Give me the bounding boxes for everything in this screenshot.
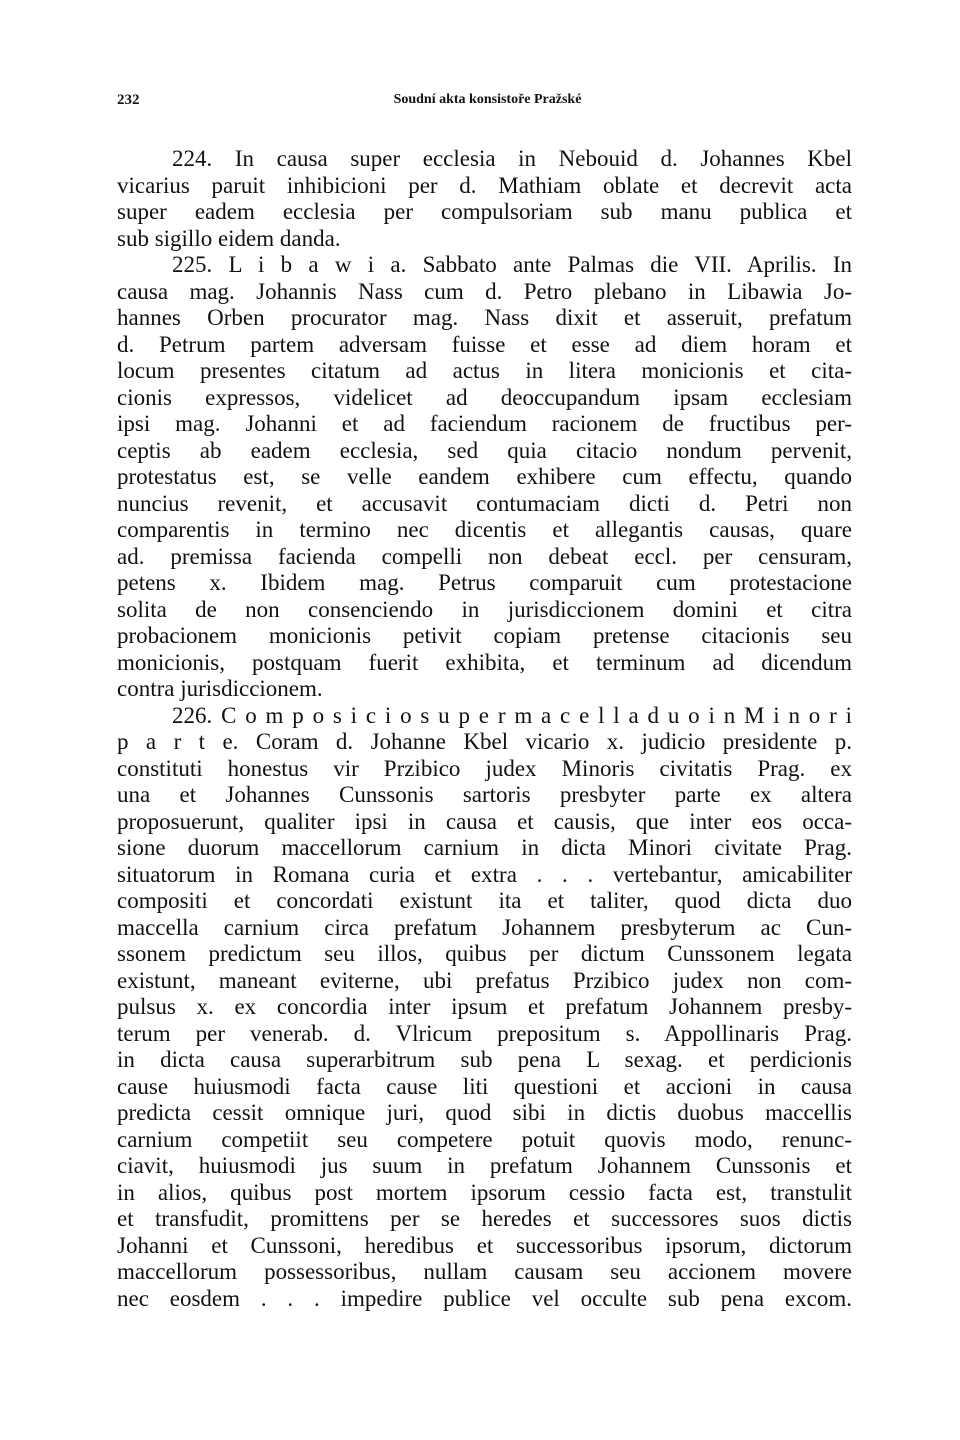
text-line: cause huiusmodi facta cause liti questioni et accioni in causa (117, 1073, 852, 1099)
text-line: protestatus est, se velle eandem exhibere cum effectu, quando (117, 464, 852, 489)
text-line: d. Petrum partem adversam fuisse et esse ad diem horam et (117, 331, 852, 357)
text-line: terum per venerab. d. Vlricum prepositum s. Appollinaris Prag. (117, 1020, 852, 1046)
text-line: ipsi mag. Johanni et ad faciendum racionem de fructibus per- (117, 411, 852, 436)
text-line: monicionis, postquam fuerit exhibita, et terminum ad dicendum (117, 649, 852, 675)
text-line: solita de non consenciendo in jurisdiccionem domini et citra (117, 596, 852, 622)
text-line: probacionem monicionis petivit copiam pretense citacionis seu (117, 623, 852, 648)
text-line: sub sigillo eidem danda. (117, 225, 341, 251)
body-text (117, 146, 852, 1312)
text-line: 224. In causa super ecclesia in Nebouid d. Johannes Kbel (172, 146, 852, 171)
text-line: cionis expressos, videlicet ad deoccupandum ipsam ecclesiam (117, 384, 852, 410)
text-line: p a r t e. Coram d. Johanne Kbel vicario x. judicio presidente p. (117, 729, 852, 754)
text-line: hannes Orben procurator mag. Nass dixit et asseruit, prefatum (117, 305, 852, 330)
text-line: causa mag. Johannis Nass cum d. Petro plebano in Libawia Jo- (117, 278, 852, 304)
text-line: super eadem ecclesia per compulsoriam sub manu publica et (117, 199, 852, 224)
text-line: vicarius paruit inhibicioni per d. Mathiam oblate et decrevit acta (117, 172, 852, 198)
text-line: in alios, quibus post mortem ipsorum cessio facta est, transtulit (117, 1179, 852, 1205)
text-line: petens x. Ibidem mag. Petrus comparuit cum protestacione (117, 570, 852, 595)
text-line: contra jurisdiccionem. (117, 676, 323, 701)
text-line: maccellorum possessoribus, nullam causam seu accionem movere (117, 1259, 852, 1284)
text-line: 225. L i b a w i a. Sabbato ante Palmas die VII. Aprilis. In (172, 252, 852, 277)
text-line: sione duorum maccellorum carnium in dicta Minori civitate Prag. (117, 835, 852, 860)
text-line: pulsus x. ex concordia inter ipsum et prefatum Johannem presby- (117, 994, 852, 1019)
text-line: 226. C o m p o s i c i o s u p e r m a c e l l a d u o i n M i n o r i (172, 702, 852, 728)
text-line: compositi et concordati existunt ita et taliter, quod dicta duo (117, 888, 852, 913)
text-line: comparentis in termino nec dicentis et allegantis causas, quare (117, 517, 852, 542)
text-line: ssonem predictum seu illos, quibus per dictum Cunssonem legata (117, 941, 852, 966)
text-line: in dicta causa superarbitrum sub pena L sexag. et perdicionis (117, 1047, 852, 1072)
text-line: situatorum in Romana curia et extra . . . vertebantur, amicabiliter (117, 861, 852, 887)
text-line: ciavit, huiusmodi jus suum in prefatum Johannem Cunssonis et (117, 1153, 852, 1178)
page-header (117, 92, 858, 114)
page-number: 232 (117, 92, 140, 108)
text-line: una et Johannes Cunssonis sartoris presbyter parte ex altera (117, 782, 852, 807)
text-line: maccella carnium circa prefatum Johannem presbyterum ac Cun- (117, 914, 852, 940)
text-line: proposuerunt, qualiter ipsi in causa et causis, que inter eos occa- (117, 808, 852, 834)
text-line: et transfudit, promittens per se heredes et successores suos dictis (117, 1206, 852, 1231)
text-line: nec eosdem . . . impedire publice vel occulte sub pena excom. (117, 1285, 852, 1311)
text-line: Johanni et Cunssoni, heredibus et successoribus ipsorum, dictorum (117, 1232, 852, 1258)
running-title: Soudní akta konsistoře Pražské (393, 92, 582, 107)
text-line: ad. premissa facienda compelli non debeat eccl. per censuram, (117, 543, 852, 569)
text-line: nuncius revenit, et accusavit contumaciam dicti d. Petri non (117, 490, 852, 516)
text-line: ceptis ab eadem ecclesia, sed quia citacio nondum pervenit, (117, 437, 852, 463)
text-line: carnium competiit seu competere potuit quovis modo, renunc- (117, 1126, 852, 1152)
text-line: existunt, maneant eviterne, ubi prefatus Przibico judex non com- (117, 967, 852, 993)
text-line: constituti honestus vir Przibico judex Minoris civitatis Prag. ex (117, 755, 852, 781)
text-line: locum presentes citatum ad actus in litera monicionis et cita- (117, 358, 852, 383)
text-line: predicta cessit omnique juri, quod sibi in dictis duobus maccellis (117, 1100, 852, 1125)
